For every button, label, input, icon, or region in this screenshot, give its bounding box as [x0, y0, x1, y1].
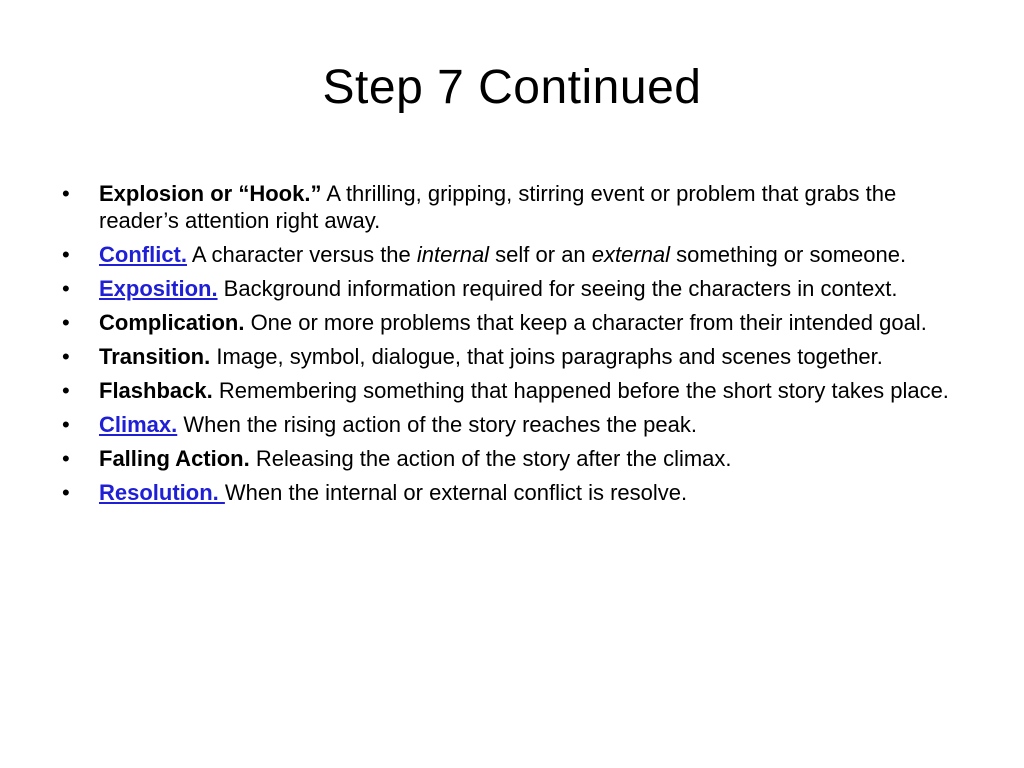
term-hook: Explosion or “Hook.”	[99, 181, 322, 206]
bullet-icon: •	[62, 480, 70, 505]
description-conflict-part-2: self or an	[489, 242, 592, 267]
conflict-link[interactable]: Conflict.	[99, 242, 187, 267]
list-item-exposition	[58, 275, 963, 302]
term-falling-action: Falling Action.	[99, 446, 250, 471]
description-conflict-part-3: something or someone.	[670, 242, 907, 267]
bullet-icon: •	[62, 446, 70, 471]
bullet-icon: •	[62, 242, 70, 267]
list-item-flashback	[58, 377, 963, 404]
description-climax: When the rising action of the story reaches the peak.	[177, 412, 697, 437]
list-item-falling-action	[58, 445, 963, 472]
description-conflict-internal: internal	[416, 242, 490, 267]
description-exposition: Background information required for seeing the characters in context.	[217, 276, 898, 301]
description-transition: Image, symbol, dialogue, that joins paragraphs and scenes together.	[210, 344, 883, 369]
exposition-link[interactable]: Exposition.	[99, 276, 218, 301]
bullet-icon: •	[62, 412, 70, 437]
list-item-complication	[58, 309, 963, 336]
description-hook: A thrilling, gripping, stirring event or problem that grabs the reader’s attention right away.	[99, 181, 897, 233]
resolution-link[interactable]: Resolution.	[99, 480, 225, 505]
list-item-hook	[58, 180, 963, 234]
description-falling-action: Releasing the action of the story after the climax.	[249, 446, 732, 471]
bullet-icon: •	[62, 378, 70, 403]
description-resolution: When the internal or external conflict is resolve.	[224, 480, 688, 505]
list-item-transition	[58, 343, 963, 370]
bullet-icon: •	[62, 344, 70, 369]
bullet-icon: •	[62, 181, 70, 206]
description-complication: One or more problems that keep a character from their intended goal.	[244, 310, 927, 335]
description-conflict-external: external	[591, 242, 671, 267]
description-conflict-part-1: A character versus the	[187, 242, 417, 267]
list-item-climax	[58, 411, 963, 438]
term-transition: Transition.	[99, 344, 211, 369]
climax-link[interactable]: Climax.	[99, 412, 178, 437]
list-item-conflict	[58, 241, 963, 268]
bullet-list	[58, 180, 963, 513]
term-complication: Complication.	[99, 310, 245, 335]
bullet-icon: •	[62, 310, 70, 335]
description-flashback: Remembering something that happened before the short story takes place.	[212, 378, 949, 403]
term-flashback: Flashback.	[99, 378, 213, 403]
bullet-icon: •	[62, 276, 70, 301]
list-item-resolution	[58, 479, 963, 506]
slide-title: Step 7 Continued	[322, 61, 702, 114]
